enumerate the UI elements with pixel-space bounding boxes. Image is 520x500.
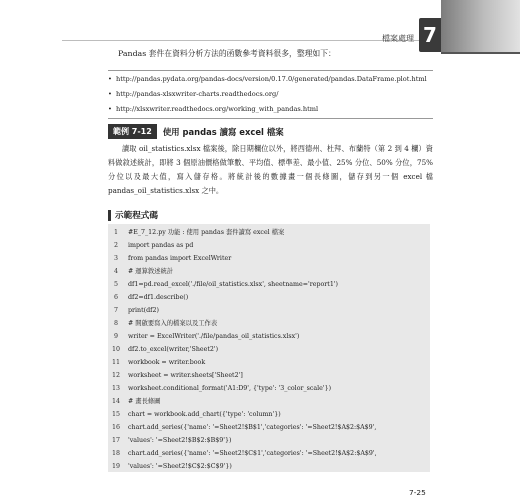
chapter-number: 7 — [419, 18, 441, 52]
chapter-label: 檔案處理 — [382, 34, 414, 43]
line-number: 11 — [111, 359, 120, 366]
code-line — [108, 356, 430, 369]
line-number: 10 — [111, 346, 120, 353]
line-number: 17 — [111, 437, 120, 444]
code-line — [108, 239, 430, 252]
code-text: writer = ExcelWriter('./file/pandas_oil_statistics.xlsx') — [128, 333, 300, 340]
code-text: # 開啟要寫入的檔案以及工作表 — [128, 320, 218, 327]
code-line — [108, 265, 430, 278]
code-line — [108, 434, 430, 447]
code-line — [108, 460, 430, 473]
line-number: 12 — [111, 372, 120, 379]
reference-link: • http://pandas.pydata.org/pandas-docs/version/0.17.0/generated/pandas.DataFrame.plot.html — [108, 73, 433, 86]
example-tag: 範例 7-12 — [108, 124, 157, 139]
line-number: 5 — [113, 281, 118, 288]
line-number: 16 — [111, 424, 120, 431]
code-text: df2=df1.describe() — [128, 294, 189, 301]
code-line — [108, 252, 430, 265]
code-text: df1=pd.read_excel('./file/oil_statistics.xlsx', sheetname='report1') — [128, 281, 339, 288]
code-block — [108, 224, 430, 472]
code-text: # 運算敘述統計 — [128, 268, 174, 275]
line-number: 15 — [111, 411, 120, 418]
example-title: 使用 pandas 讀寫 excel 檔案 — [162, 126, 284, 137]
line-number: 19 — [111, 463, 120, 470]
code-text: chart.add_series({'name': '=Sheet2!$B$1','categories': '=Sheet2!$A$2:$A$9', — [128, 424, 377, 431]
code-line — [108, 382, 430, 395]
code-line — [108, 408, 430, 421]
code-text: from pandas import ExcelWriter — [128, 255, 232, 262]
example-heading — [108, 124, 284, 139]
code-line — [108, 421, 430, 434]
code-line — [108, 226, 430, 239]
section-bar — [108, 210, 111, 221]
code-text: chart.add_series({'name': '=Sheet2!$C$1','categories': '=Sheet2!$A$2:$A$9', — [128, 450, 377, 457]
line-number: 6 — [113, 294, 118, 301]
line-number: 2 — [113, 242, 118, 249]
line-number: 13 — [111, 385, 120, 392]
code-text: worksheet.conditional_format('A1:D9', {'type': '3_color_scale'}) — [128, 385, 332, 392]
code-line — [108, 447, 430, 460]
intro-text: Pandas 套件在資料分析方法的函數參考資料很多，整理如下： — [118, 49, 336, 58]
header-shade-line — [441, 52, 520, 54]
code-text: 'values': '=Sheet2!$C$2:$C$9'}) — [128, 463, 232, 470]
code-text: print(df2) — [128, 307, 159, 314]
line-number: 3 — [113, 255, 118, 262]
line-number: 14 — [111, 398, 120, 405]
line-number: 18 — [111, 450, 120, 457]
reference-list — [108, 70, 433, 119]
example-description: 讀取 oil_statistics.xlsx 檔案後，除日期欄位以外，將西德州、杜拜、布蘭特（第 2 到 4 欄）資料做敘述統計，即將 3 個原油價格做筆數、平均值、標準差、最小值、25% 分位、50% 分位，75% 分位以及最大值，寫入儲存格。將統計後的數據畫一個長條圖，儲存到另一個 excel 檔 pandas_oil_statistics.xlsx 之中。 — [108, 144, 433, 195]
page-number: 7-25 — [409, 488, 426, 497]
reference-link: • http://xlsxwriter.readthedocs.org/working_with_pandas.html — [108, 103, 433, 116]
code-text: worksheet = writer.sheets['Sheet2'] — [128, 372, 243, 379]
code-line — [108, 343, 430, 356]
code-text: import pandas as pd — [128, 242, 194, 249]
line-number: 9 — [113, 333, 118, 340]
section-title: 示範程式碼 — [115, 211, 158, 221]
code-text: workbook = writer.book — [128, 359, 206, 366]
line-number: 7 — [113, 307, 118, 314]
code-text: df2.to_excel(writer,'Sheet2') — [128, 346, 219, 353]
line-number: 1 — [113, 229, 118, 236]
line-number: 8 — [113, 320, 118, 327]
code-line — [108, 317, 430, 330]
code-line — [108, 291, 430, 304]
code-text: chart = workbook.add_chart({'type': 'column'}) — [128, 411, 281, 418]
code-line — [108, 330, 430, 343]
code-text: # 畫長條圖 — [128, 398, 161, 405]
code-line — [108, 369, 430, 382]
line-number: 4 — [113, 268, 118, 275]
header-shade — [441, 0, 520, 54]
reference-link: • http://pandas-xlsxwriter-charts.readthedocs.org/ — [108, 88, 433, 101]
code-line — [108, 278, 430, 291]
code-line — [108, 304, 430, 317]
code-line — [108, 395, 430, 408]
code-text: 'values': '=Sheet2!$B$2:$B$9'}) — [128, 437, 232, 444]
section-heading — [108, 209, 158, 221]
code-text: #E_7_12.py 功能 : 使用 pandas 套件讀寫 excel 檔案 — [128, 229, 285, 236]
